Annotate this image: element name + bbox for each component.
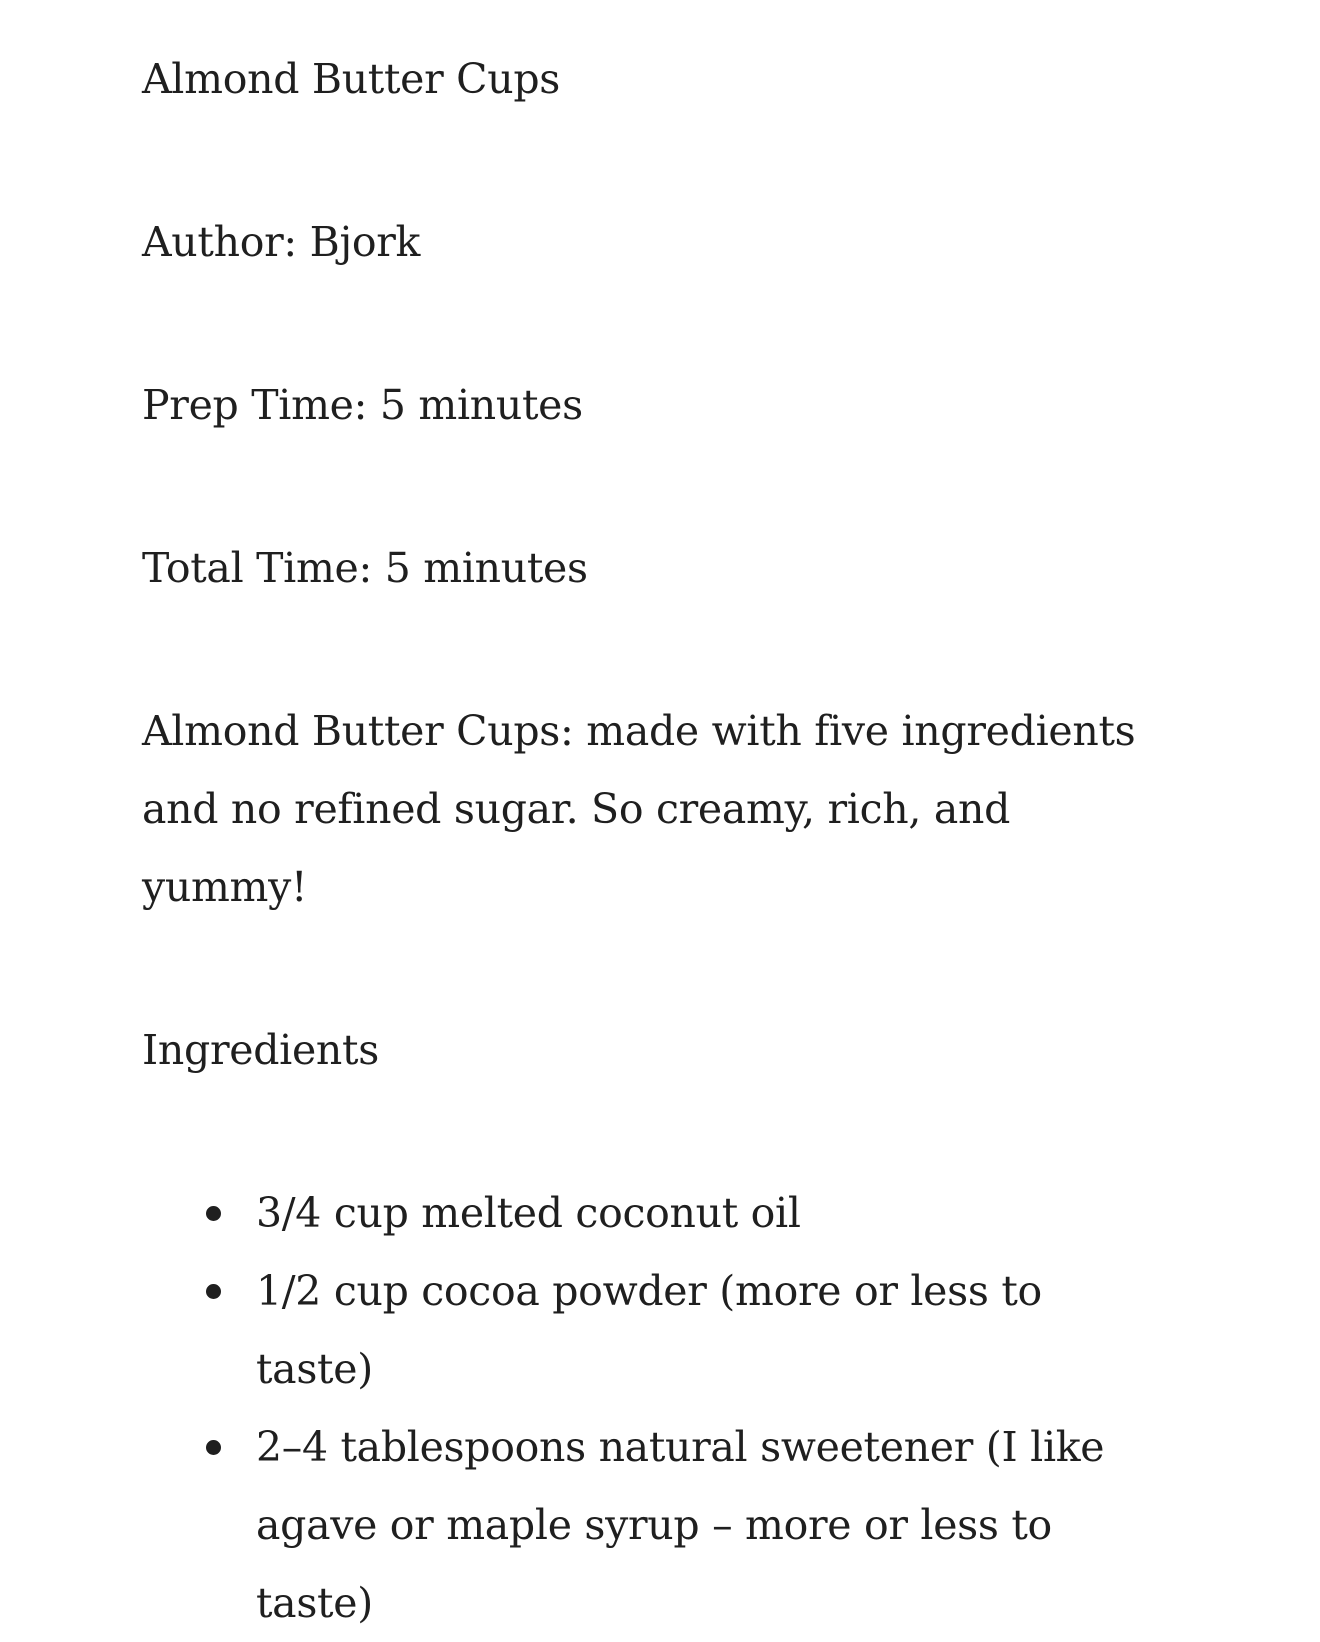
ingredients-heading: Ingredients [142,1026,379,1074]
ingredient-item: 2–4 tablespoons natural sweetener (I like agave or maple syrup – more or less to taste) [256,1408,1162,1642]
recipe-description: Almond Butter Cups: made with five ingredients and no refined sugar. So creamy, rich, and yummy! [142,707,1136,911]
recipe-author: Author: Bjork [142,218,421,266]
ingredient-item: 3/4 cup melted coconut oil [256,1174,1162,1252]
ingredients-list [142,1174,1162,1642]
recipe-article [142,40,1162,1642]
recipe-title: Almond Butter Cups [142,55,561,103]
recipe-total-time: Total Time: 5 minutes [142,544,588,592]
ingredient-item: 1/2 cup cocoa powder (more or less to taste) [256,1252,1162,1408]
recipe-prep-time: Prep Time: 5 minutes [142,381,583,429]
